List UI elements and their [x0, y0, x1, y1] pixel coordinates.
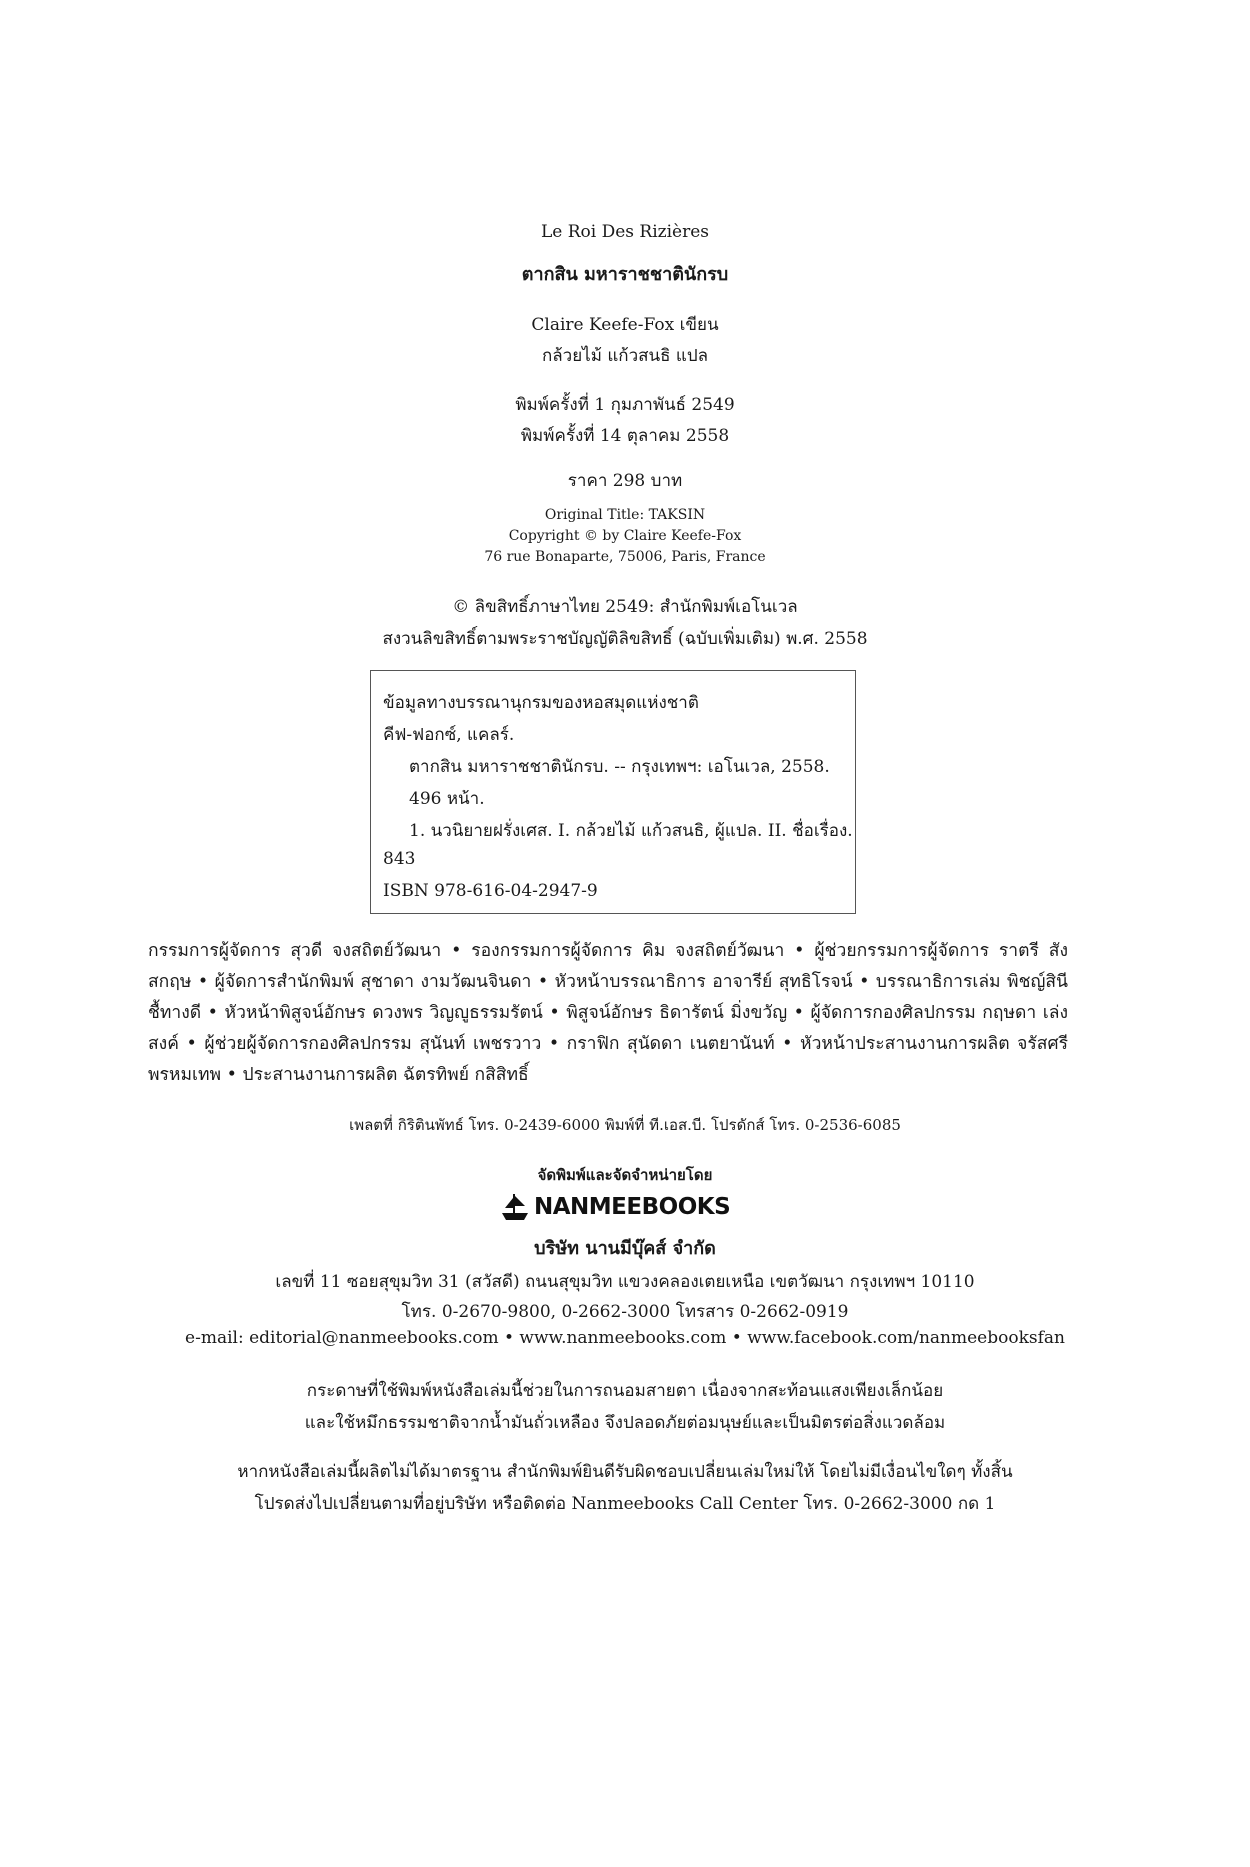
publisher-address: เลขที่ 11 ซอยสุขุมวิท 31 (สวัสดี) ถนนสุขุมวิท แขวงคลองเตยเหนือ เขตวัฒนา กรุงเทพฯ 10110	[275, 1272, 975, 1292]
thai-rights-line1: © ลิขสิทธิ์ภาษาไทย 2549: สำนักพิมพ์เอโนเวล	[452, 597, 798, 617]
original-name: Le Roi Des Rizières	[540, 222, 710, 242]
cip-box	[370, 670, 856, 914]
cip-subjects: 1. นวนิยายฝรั่งเศส. I. กล้วยไม้ แก้วสนธิ, ผู้แปล. II. ชื่อเรื่อง.	[409, 821, 853, 841]
cip-isbn: ISBN 978-616-04-2947-9	[383, 881, 598, 901]
staff-credits: กรรมการผู้จัดการ สุวดี จงสถิตย์วัฒนา • รองกรรมการผู้จัดการ คิม จงสถิตย์วัฒนา • ผู้ช่วยกรรมการผู้จัดการ ราตรี สังสกฤษ • ผู้จัดการสำนักพิมพ์ สุชาดา งามวัฒนจินดา • หัวหน้าบรรณาธิการ อาจารีย์ สุทธิโรจน์ • บรรณาธิการเล่ม พิชญ์สินี ชื้ทางดี • หัวหน้าพิสูจน์อักษร ดวงพร วิญญูธรรมรัตน์ • พิสูจน์อักษร ธิดารัตน์ มิ่งขวัญ • ผู้จัดการกองศิลปกรรม กฤษดา เล่งสงค์ • ผู้ช่วยผู้จัดการกองศิลปกรรม สุนันท์ เพชรวาว • กราฟิก สุนัดดา เนตยานันท์ • หัวหน้าประสานงานการผลิต จรัสศรี พรหมเทพ • ประสานงานการผลิต ฉัตรทิพย์ กสิสิทธิ์	[148, 941, 1068, 1085]
company-name: บริษัท นานมีบุ๊คส์ จำกัด	[534, 1238, 716, 1259]
publisher-phone: โทร. 0-2670-9800, 0-2662-3000 โทรสาร 0-2662-0919	[401, 1302, 849, 1322]
thai-rights-line2: สงวนลิขสิทธิ์ตามพระราชบัญญัติลิขสิทธิ์ (ฉบับเพิ่มเติม) พ.ศ. 2558	[382, 629, 868, 649]
ship-icon	[500, 1192, 530, 1222]
paper-note-line2: และใช้หมึกธรรมชาติจากน้ำมันถั่วเหลือง จึงปลอดภัยต่อมนุษย์และเป็นมิตรต่อสิ่งแวดล้อม	[304, 1413, 946, 1433]
copyright-line: Copyright © by Claire Keefe-Fox	[508, 528, 742, 544]
return-note-line1: หากหนังสือเล่มนี้ผลิตไม่ได้มาตรฐาน สำนักพิมพ์ยินดีรับผิดชอบเปลี่ยนเล่มใหม่ให้ โดยไม่มีเงื่อนไขใดๆ ทั้งสิ้น	[237, 1462, 1013, 1482]
publisher-contact: e-mail: editorial@nanmeebooks.com • www.nanmeebooks.com • www.facebook.com/nanmeebooksfan	[185, 1328, 1065, 1348]
author-line: Claire Keefe-Fox เขียน	[531, 315, 719, 335]
thai-title: ตากสิน มหาราชชาตินักรบ	[521, 264, 729, 285]
logo-text: NANMEEBOOKS	[534, 1194, 731, 1220]
cip-heading: ข้อมูลทางบรรณานุกรมของหอสมุดแห่งชาติ	[383, 693, 699, 713]
first-print-line: พิมพ์ครั้งที่ 1 กุมภาพันธ์ 2549	[515, 395, 735, 415]
original-title: Original Title: TAKSIN	[544, 507, 706, 523]
return-note-line2: โปรดส่งไปเปลี่ยนตามที่อยู่บริษัท หรือติดต่อ Nanmeebooks Call Center โทร. 0-2662-3000 กด 1	[254, 1494, 996, 1514]
latest-print-line: พิมพ์ครั้งที่ 14 ตุลาคม 2558	[520, 426, 730, 446]
translator-line: กล้วยไม้ แก้วสนธิ แปล	[541, 346, 709, 366]
distributed-by: จัดพิมพ์และจัดจำหน่ายโดย	[537, 1166, 713, 1184]
price-line: ราคา 298 บาท	[567, 471, 683, 491]
publisher-logo	[500, 1191, 730, 1223]
cip-class-no: 843	[383, 849, 416, 869]
cip-author: คีฟ-ฟอกซ์, แคลร์.	[383, 725, 515, 745]
printing-line: เพลตที่ กิริตินพัทธ์ โทร. 0-2439-6000 พิมพ์ที่ ที.เอส.บี. โปรดักส์ โทร. 0-2536-6085	[349, 1116, 901, 1134]
cip-pages: 496 หน้า.	[409, 789, 485, 809]
address-line: 76 rue Bonaparte, 75006, Paris, France	[484, 549, 766, 565]
paper-note-line1: กระดาษที่ใช้พิมพ์หนังสือเล่มนี้ช่วยในการถนอมสายตา เนื่องจากสะท้อนแสงเพียงเล็กน้อย	[306, 1381, 944, 1401]
cip-title-entry: ตากสิน มหาราชชาตินักรบ. -- กรุงเทพฯ: เอโนเวล, 2558.	[409, 757, 830, 777]
